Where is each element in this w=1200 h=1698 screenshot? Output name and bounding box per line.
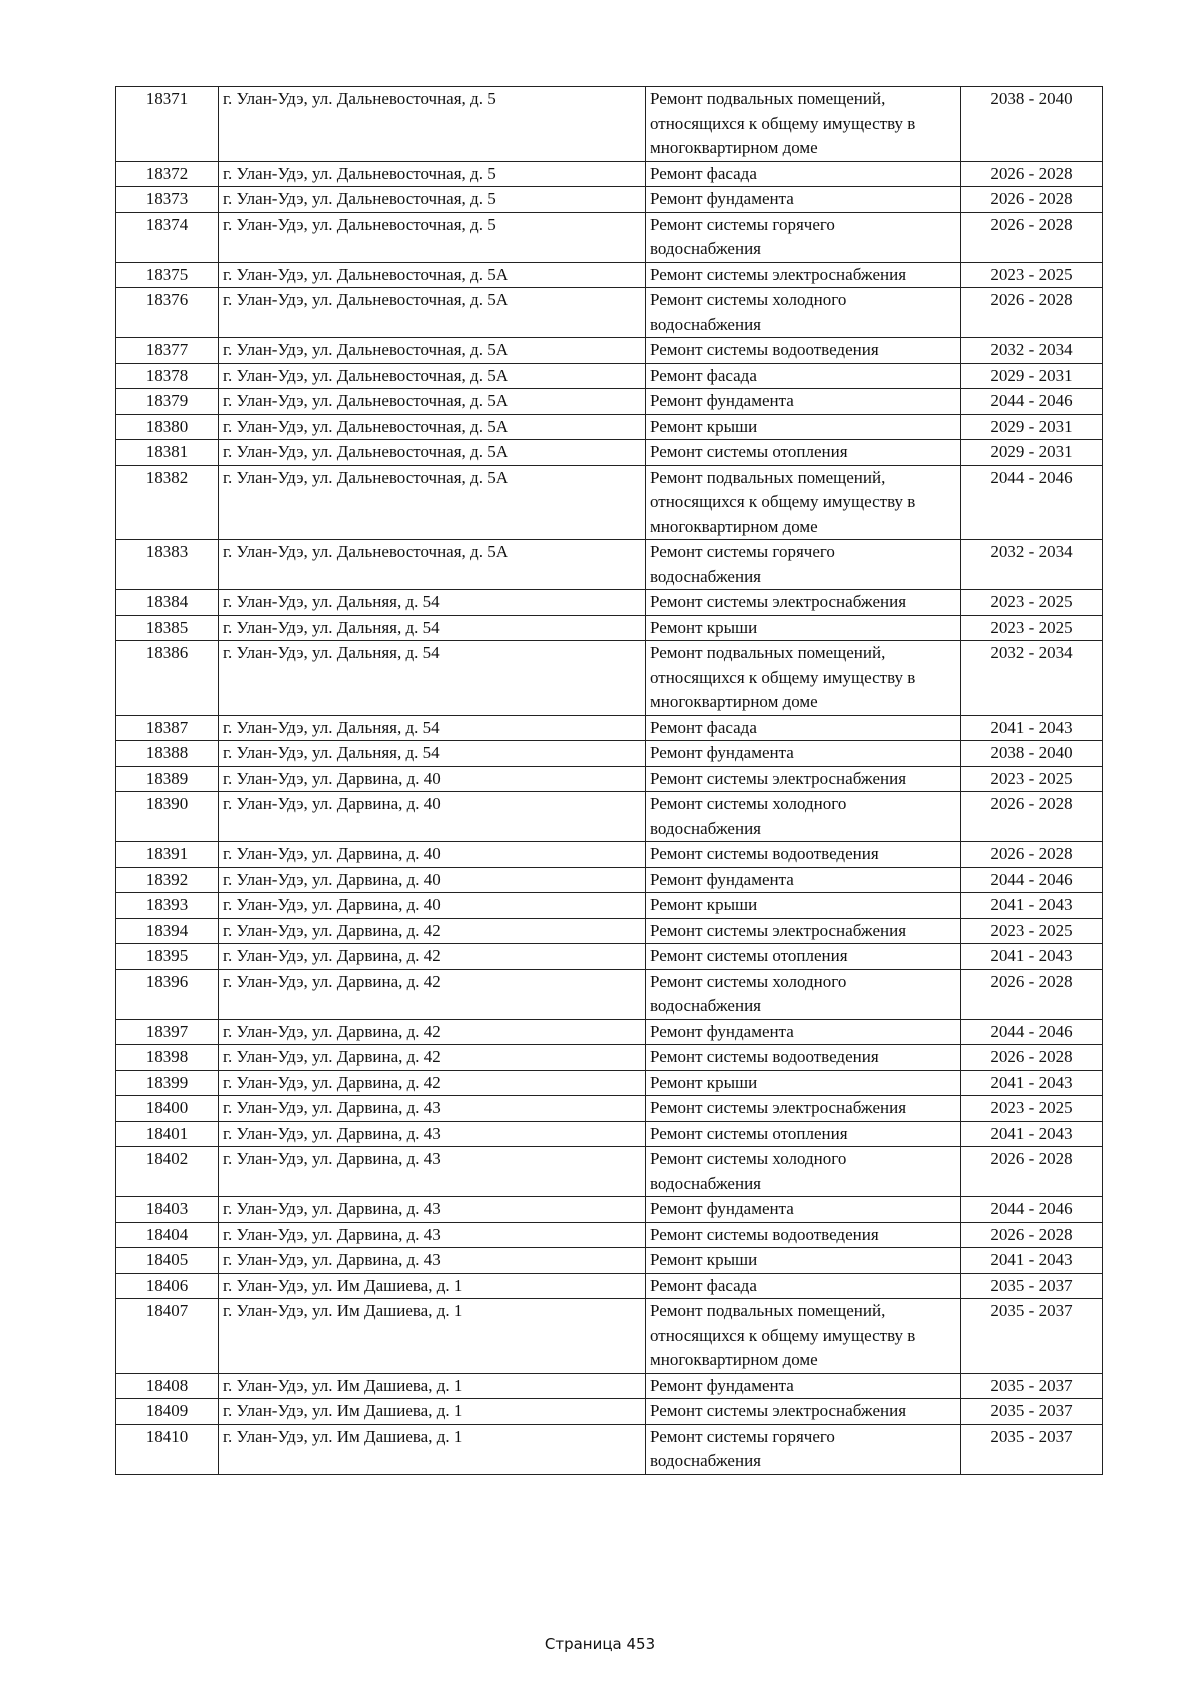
row-period: 2032 - 2034	[961, 641, 1103, 716]
row-work-type: Ремонт фундамента	[646, 1373, 961, 1399]
page-number: Страница 453	[544, 1635, 656, 1653]
row-period: 2023 - 2025	[961, 766, 1103, 792]
row-period: 2023 - 2025	[961, 1096, 1103, 1122]
row-address: г. Улан-Удэ, ул. Дальняя, д. 54	[219, 641, 646, 716]
row-period: 2023 - 2025	[961, 918, 1103, 944]
table-row	[116, 1019, 1103, 1045]
row-period: 2026 - 2028	[961, 212, 1103, 262]
row-number: 18371	[116, 87, 219, 162]
row-period: 2026 - 2028	[961, 187, 1103, 213]
row-period: 2041 - 2043	[961, 715, 1103, 741]
table-row	[116, 1070, 1103, 1096]
row-work-type: Ремонт фундамента	[646, 1019, 961, 1045]
row-period: 2023 - 2025	[961, 590, 1103, 616]
row-work-type: Ремонт системы электроснабжения	[646, 766, 961, 792]
table-row	[116, 1147, 1103, 1197]
row-number: 18401	[116, 1121, 219, 1147]
row-address: г. Улан-Удэ, ул. Дальневосточная, д. 5А	[219, 262, 646, 288]
row-address: г. Улан-Удэ, ул. Дальневосточная, д. 5	[219, 161, 646, 187]
table-row	[116, 1096, 1103, 1122]
row-address: г. Улан-Удэ, ул. Дарвина, д. 43	[219, 1248, 646, 1274]
row-work-type: Ремонт крыши	[646, 1070, 961, 1096]
row-work-type: Ремонт подвальных помещений, относящихся к общему имуществу в многоквартирном доме	[646, 1299, 961, 1374]
row-address: г. Улан-Удэ, ул. Дарвина, д. 43	[219, 1222, 646, 1248]
row-number: 18377	[116, 338, 219, 364]
row-work-type: Ремонт системы водоотведения	[646, 1045, 961, 1071]
row-address: г. Улан-Удэ, ул. Дальневосточная, д. 5	[219, 187, 646, 213]
row-work-type: Ремонт фасада	[646, 1273, 961, 1299]
row-number: 18372	[116, 161, 219, 187]
row-address: г. Улан-Удэ, ул. Дарвина, д. 40	[219, 792, 646, 842]
row-address: г. Улан-Удэ, ул. Дарвина, д. 43	[219, 1121, 646, 1147]
row-work-type: Ремонт системы холодного водоснабжения	[646, 792, 961, 842]
row-period: 2041 - 2043	[961, 1248, 1103, 1274]
row-work-type: Ремонт фасада	[646, 161, 961, 187]
row-period: 2026 - 2028	[961, 288, 1103, 338]
table-row	[116, 1273, 1103, 1299]
table-row	[116, 161, 1103, 187]
row-number: 18374	[116, 212, 219, 262]
table-row	[116, 842, 1103, 868]
row-number: 18393	[116, 893, 219, 919]
row-work-type: Ремонт системы водоотведения	[646, 1222, 961, 1248]
table-row	[116, 465, 1103, 540]
row-period: 2029 - 2031	[961, 363, 1103, 389]
table-row	[116, 389, 1103, 415]
row-period: 2023 - 2025	[961, 262, 1103, 288]
row-work-type: Ремонт системы электроснабжения	[646, 918, 961, 944]
row-number: 18404	[116, 1222, 219, 1248]
table-row	[116, 1299, 1103, 1374]
row-address: г. Улан-Удэ, ул. Дарвина, д. 40	[219, 893, 646, 919]
row-period: 2035 - 2037	[961, 1424, 1103, 1474]
table-row	[116, 1373, 1103, 1399]
row-address: г. Улан-Удэ, ул. Им Дашиева, д. 1	[219, 1424, 646, 1474]
row-address: г. Улан-Удэ, ул. Дальневосточная, д. 5А	[219, 540, 646, 590]
table-row	[116, 1424, 1103, 1474]
row-address: г. Улан-Удэ, ул. Дальневосточная, д. 5А	[219, 414, 646, 440]
row-address: г. Улан-Удэ, ул. Дальневосточная, д. 5А	[219, 338, 646, 364]
row-work-type: Ремонт фундамента	[646, 1197, 961, 1223]
row-number: 18380	[116, 414, 219, 440]
row-address: г. Улан-Удэ, ул. Дальневосточная, д. 5А	[219, 389, 646, 415]
row-period: 2023 - 2025	[961, 615, 1103, 641]
table-row	[116, 792, 1103, 842]
row-address: г. Улан-Удэ, ул. Дальняя, д. 54	[219, 615, 646, 641]
row-number: 18389	[116, 766, 219, 792]
row-work-type: Ремонт системы отопления	[646, 1121, 961, 1147]
row-work-type: Ремонт системы горячего водоснабжения	[646, 212, 961, 262]
table-row	[116, 338, 1103, 364]
table-row	[116, 969, 1103, 1019]
row-work-type: Ремонт подвальных помещений, относящихся к общему имуществу в многоквартирном доме	[646, 87, 961, 162]
row-address: г. Улан-Удэ, ул. Дальневосточная, д. 5	[219, 212, 646, 262]
table-row	[116, 1222, 1103, 1248]
row-work-type: Ремонт системы электроснабжения	[646, 590, 961, 616]
row-work-type: Ремонт системы электроснабжения	[646, 262, 961, 288]
row-address: г. Улан-Удэ, ул. Им Дашиева, д. 1	[219, 1273, 646, 1299]
row-work-type: Ремонт системы отопления	[646, 944, 961, 970]
row-period: 2044 - 2046	[961, 465, 1103, 540]
row-address: г. Улан-Удэ, ул. Дарвина, д. 43	[219, 1147, 646, 1197]
row-address: г. Улан-Удэ, ул. Дальняя, д. 54	[219, 741, 646, 767]
row-work-type: Ремонт подвальных помещений, относящихся к общему имуществу в многоквартирном доме	[646, 641, 961, 716]
row-work-type: Ремонт фундамента	[646, 389, 961, 415]
row-work-type: Ремонт системы холодного водоснабжения	[646, 1147, 961, 1197]
repair-schedule-table	[115, 86, 1103, 1475]
row-work-type: Ремонт крыши	[646, 615, 961, 641]
row-number: 18375	[116, 262, 219, 288]
row-work-type: Ремонт системы холодного водоснабжения	[646, 969, 961, 1019]
row-period: 2026 - 2028	[961, 792, 1103, 842]
row-period: 2041 - 2043	[961, 893, 1103, 919]
row-period: 2032 - 2034	[961, 338, 1103, 364]
row-work-type: Ремонт системы холодного водоснабжения	[646, 288, 961, 338]
repair-schedule-table-wrap	[115, 86, 1102, 1475]
table-row	[116, 741, 1103, 767]
table-row	[116, 641, 1103, 716]
row-address: г. Улан-Удэ, ул. Дальневосточная, д. 5А	[219, 363, 646, 389]
row-period: 2026 - 2028	[961, 969, 1103, 1019]
row-number: 18395	[116, 944, 219, 970]
row-period: 2041 - 2043	[961, 1070, 1103, 1096]
row-number: 18385	[116, 615, 219, 641]
row-address: г. Улан-Удэ, ул. Им Дашиева, д. 1	[219, 1399, 646, 1425]
row-number: 18388	[116, 741, 219, 767]
table-row	[116, 1045, 1103, 1071]
row-number: 18391	[116, 842, 219, 868]
row-number: 18407	[116, 1299, 219, 1374]
row-number: 18376	[116, 288, 219, 338]
row-address: г. Улан-Удэ, ул. Дальневосточная, д. 5	[219, 87, 646, 162]
table-row	[116, 893, 1103, 919]
table-row	[116, 212, 1103, 262]
row-number: 18378	[116, 363, 219, 389]
table-row	[116, 615, 1103, 641]
table-row	[116, 1399, 1103, 1425]
row-period: 2038 - 2040	[961, 741, 1103, 767]
row-period: 2044 - 2046	[961, 867, 1103, 893]
row-number: 18394	[116, 918, 219, 944]
row-number: 18402	[116, 1147, 219, 1197]
row-work-type: Ремонт системы электроснабжения	[646, 1096, 961, 1122]
table-row	[116, 944, 1103, 970]
table-row	[116, 867, 1103, 893]
row-number: 18383	[116, 540, 219, 590]
row-number: 18382	[116, 465, 219, 540]
row-work-type: Ремонт системы водоотведения	[646, 842, 961, 868]
row-period: 2041 - 2043	[961, 944, 1103, 970]
row-period: 2035 - 2037	[961, 1299, 1103, 1374]
row-period: 2044 - 2046	[961, 389, 1103, 415]
row-period: 2041 - 2043	[961, 1121, 1103, 1147]
table-row	[116, 1121, 1103, 1147]
row-number: 18399	[116, 1070, 219, 1096]
row-period: 2026 - 2028	[961, 842, 1103, 868]
row-period: 2035 - 2037	[961, 1373, 1103, 1399]
row-address: г. Улан-Удэ, ул. Дарвина, д. 43	[219, 1197, 646, 1223]
table-row	[116, 590, 1103, 616]
row-number: 18397	[116, 1019, 219, 1045]
row-address: г. Улан-Удэ, ул. Дальневосточная, д. 5А	[219, 440, 646, 466]
row-address: г. Улан-Удэ, ул. Им Дашиева, д. 1	[219, 1373, 646, 1399]
table-row	[116, 1248, 1103, 1274]
row-address: г. Улан-Удэ, ул. Дальняя, д. 54	[219, 715, 646, 741]
row-work-type: Ремонт системы электроснабжения	[646, 1399, 961, 1425]
row-number: 18384	[116, 590, 219, 616]
table-row	[116, 918, 1103, 944]
row-address: г. Улан-Удэ, ул. Дарвина, д. 42	[219, 944, 646, 970]
row-number: 18381	[116, 440, 219, 466]
row-period: 2026 - 2028	[961, 161, 1103, 187]
row-period: 2044 - 2046	[961, 1019, 1103, 1045]
row-work-type: Ремонт фасада	[646, 363, 961, 389]
row-address: г. Улан-Удэ, ул. Дальневосточная, д. 5А	[219, 465, 646, 540]
row-period: 2029 - 2031	[961, 440, 1103, 466]
row-number: 18373	[116, 187, 219, 213]
table-row	[116, 1197, 1103, 1223]
row-work-type: Ремонт системы горячего водоснабжения	[646, 540, 961, 590]
row-period: 2026 - 2028	[961, 1045, 1103, 1071]
row-period: 2026 - 2028	[961, 1222, 1103, 1248]
row-number: 18379	[116, 389, 219, 415]
row-address: г. Улан-Удэ, ул. Дарвина, д. 42	[219, 1019, 646, 1045]
table-row	[116, 262, 1103, 288]
row-number: 18410	[116, 1424, 219, 1474]
table-row	[116, 288, 1103, 338]
row-work-type: Ремонт крыши	[646, 1248, 961, 1274]
row-work-type: Ремонт фундамента	[646, 741, 961, 767]
row-work-type: Ремонт фундамента	[646, 187, 961, 213]
row-number: 18405	[116, 1248, 219, 1274]
table-row	[116, 414, 1103, 440]
table-row	[116, 766, 1103, 792]
row-period: 2035 - 2037	[961, 1273, 1103, 1299]
row-address: г. Улан-Удэ, ул. Дарвина, д. 40	[219, 842, 646, 868]
row-number: 18409	[116, 1399, 219, 1425]
row-number: 18386	[116, 641, 219, 716]
row-address: г. Улан-Удэ, ул. Дарвина, д. 42	[219, 1070, 646, 1096]
row-number: 18398	[116, 1045, 219, 1071]
row-work-type: Ремонт системы водоотведения	[646, 338, 961, 364]
row-work-type: Ремонт крыши	[646, 893, 961, 919]
row-period: 2029 - 2031	[961, 414, 1103, 440]
row-number: 18408	[116, 1373, 219, 1399]
row-number: 18396	[116, 969, 219, 1019]
row-period: 2035 - 2037	[961, 1399, 1103, 1425]
row-period: 2038 - 2040	[961, 87, 1103, 162]
row-work-type: Ремонт крыши	[646, 414, 961, 440]
row-number: 18390	[116, 792, 219, 842]
table-row	[116, 363, 1103, 389]
row-period: 2026 - 2028	[961, 1147, 1103, 1197]
row-address: г. Улан-Удэ, ул. Дарвина, д. 40	[219, 867, 646, 893]
table-row	[116, 540, 1103, 590]
row-period: 2044 - 2046	[961, 1197, 1103, 1223]
row-address: г. Улан-Удэ, ул. Дарвина, д. 40	[219, 766, 646, 792]
row-work-type: Ремонт фундамента	[646, 867, 961, 893]
row-address: г. Улан-Удэ, ул. Дальняя, д. 54	[219, 590, 646, 616]
row-number: 18392	[116, 867, 219, 893]
row-address: г. Улан-Удэ, ул. Дарвина, д. 42	[219, 918, 646, 944]
row-work-type: Ремонт подвальных помещений, относящихся к общему имуществу в многоквартирном доме	[646, 465, 961, 540]
row-number: 18400	[116, 1096, 219, 1122]
row-work-type: Ремонт системы горячего водоснабжения	[646, 1424, 961, 1474]
row-number: 18387	[116, 715, 219, 741]
table-row	[116, 187, 1103, 213]
row-address: г. Улан-Удэ, ул. Дарвина, д. 43	[219, 1096, 646, 1122]
table-body	[116, 87, 1103, 1475]
row-address: г. Улан-Удэ, ул. Дарвина, д. 42	[219, 1045, 646, 1071]
row-address: г. Улан-Удэ, ул. Дальневосточная, д. 5А	[219, 288, 646, 338]
table-row	[116, 87, 1103, 162]
row-address: г. Улан-Удэ, ул. Дарвина, д. 42	[219, 969, 646, 1019]
row-period: 2032 - 2034	[961, 540, 1103, 590]
table-row	[116, 440, 1103, 466]
row-number: 18403	[116, 1197, 219, 1223]
table-row	[116, 715, 1103, 741]
row-work-type: Ремонт системы отопления	[646, 440, 961, 466]
row-number: 18406	[116, 1273, 219, 1299]
row-work-type: Ремонт фасада	[646, 715, 961, 741]
row-address: г. Улан-Удэ, ул. Им Дашиева, д. 1	[219, 1299, 646, 1374]
